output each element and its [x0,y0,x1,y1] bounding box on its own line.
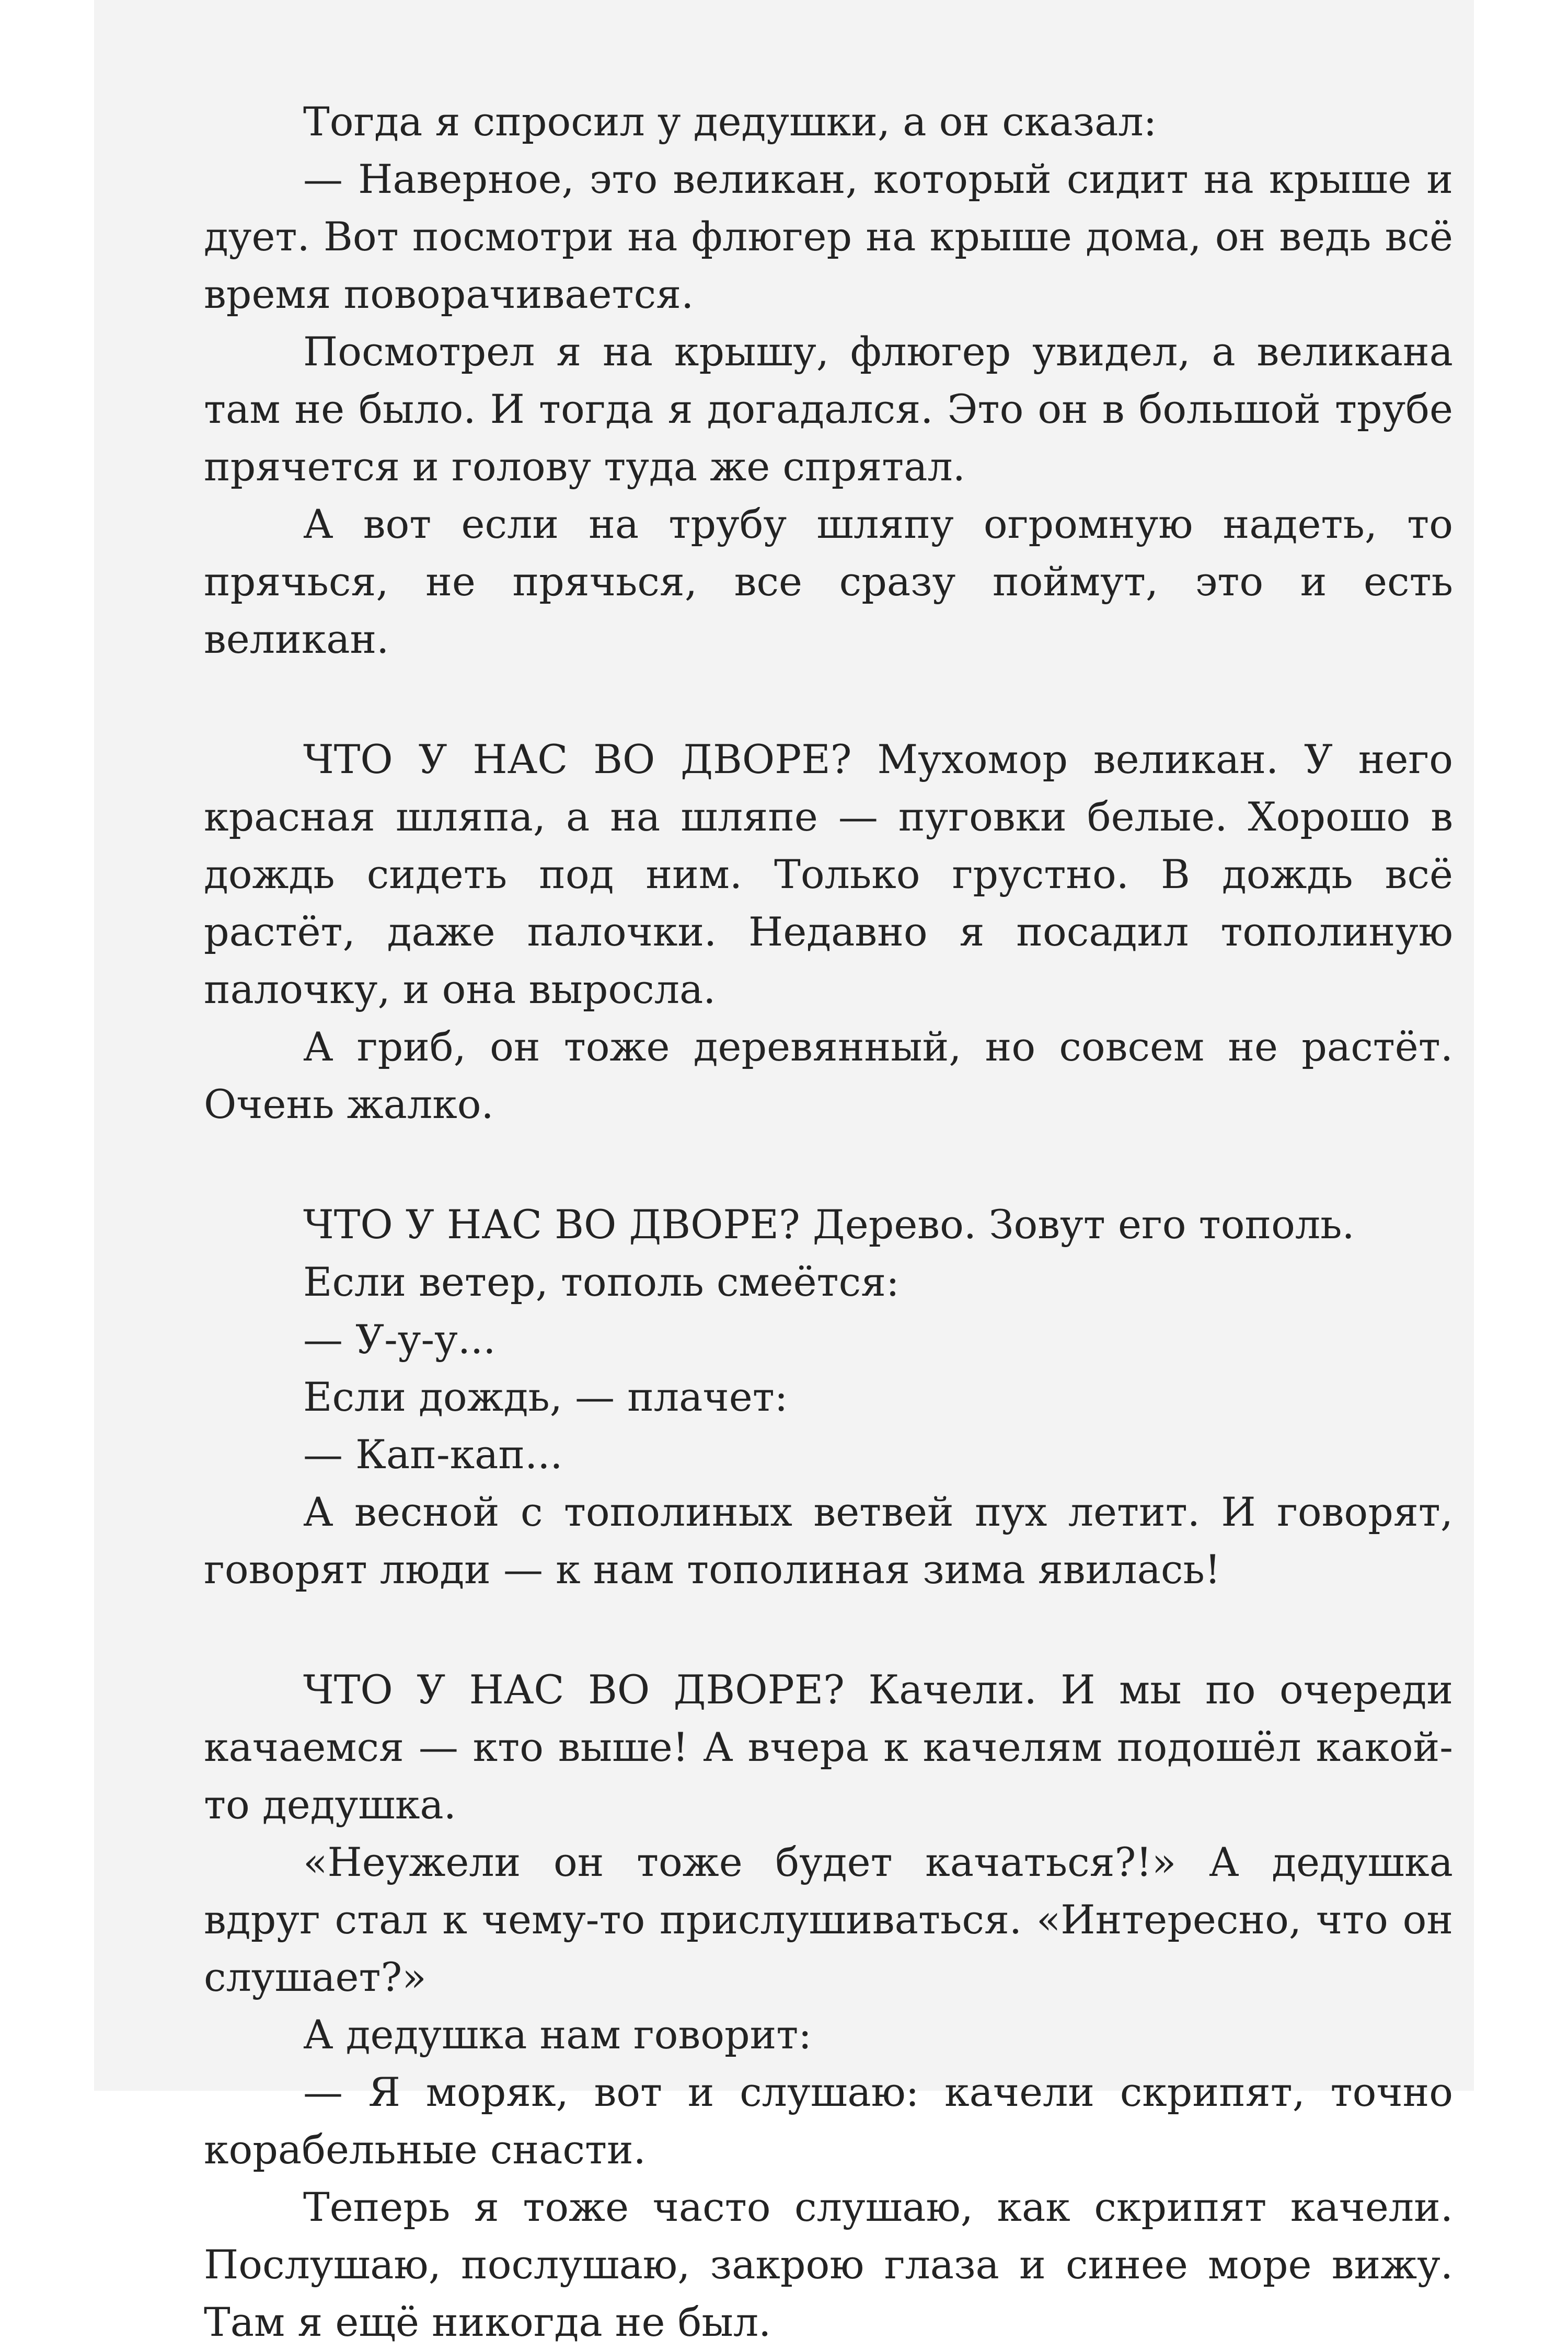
paragraph: А гриб, он тоже деревянный, но совсем не растёт. Очень жалко. [204,1023,1453,1127]
paragraph: — Наверное, это великан, который сидит на крыше и дует. Вот посмотри на флюгер на крыше дома, он ведь всё время поворачивается. [204,156,1453,317]
paragraph: Посмотрел я на крышу, флюгер увидел, а великана там не было. И тогда я догадался. Это он в большой трубе прячется и голову туда же спрятал. [204,328,1453,490]
section-paragraph: ЧТО У НАС ВО ДВОРЕ? Качели. И мы по очереди качаемся — кто выше! А вчера к качелям подошёл какой-то дедушка. [204,1666,1453,1828]
paragraph: — У-у-у... [303,1316,496,1363]
paragraph: А вот если на трубу шляпу огромную надеть, то прячься, не прячься, все сразу поймут, это и есть великан. [204,501,1453,662]
paragraph: Теперь я тоже часто слушаю, как скрипят качели. Послушаю, послушаю, закрою глаза и синее море вижу. Там я ещё никогда не был. [204,2184,1453,2345]
section-paragraph: ЧТО У НАС ВО ДВОРЕ? Мухомор великан. У него красная шляпа, а на шляпе — пуговки белые. Хорошо в дождь сидеть под ним. Только грустно. В дождь всё растёт, даже палочки. Недавно я посадил тополиную палочку, и она выросла. [204,736,1453,1012]
paragraph: А дедушка нам говорит: [303,2011,812,2058]
paragraph: А весной с тополиных ветвей пух летит. И говорят, говорят люди — к нам тополиная зима явилась! [204,1489,1453,1593]
book-page [94,0,1474,2345]
paragraph: Тогда я спросил у дедушки, а он сказал: [303,98,1157,145]
paragraph: — Кап-кап... [303,1431,563,1478]
section-paragraph: ЧТО У НАС ВО ДВОРЕ? Дерево. Зовут его тополь. [303,1201,1355,1248]
paragraph: Если дождь, — плачет: [303,1374,788,1420]
paragraph: Если ветер, тополь смеётся: [303,1259,900,1305]
paragraph: — Я моряк, вот и слушаю: качели скрипят, точно корабельные снасти. [204,2069,1453,2173]
page-text [204,93,1453,2351]
paragraph: «Неужели он тоже будет качаться?!» А дедушка вдруг стал к чему-то прислушиваться. «Интересно, что он слушает?» [204,1839,1453,2000]
